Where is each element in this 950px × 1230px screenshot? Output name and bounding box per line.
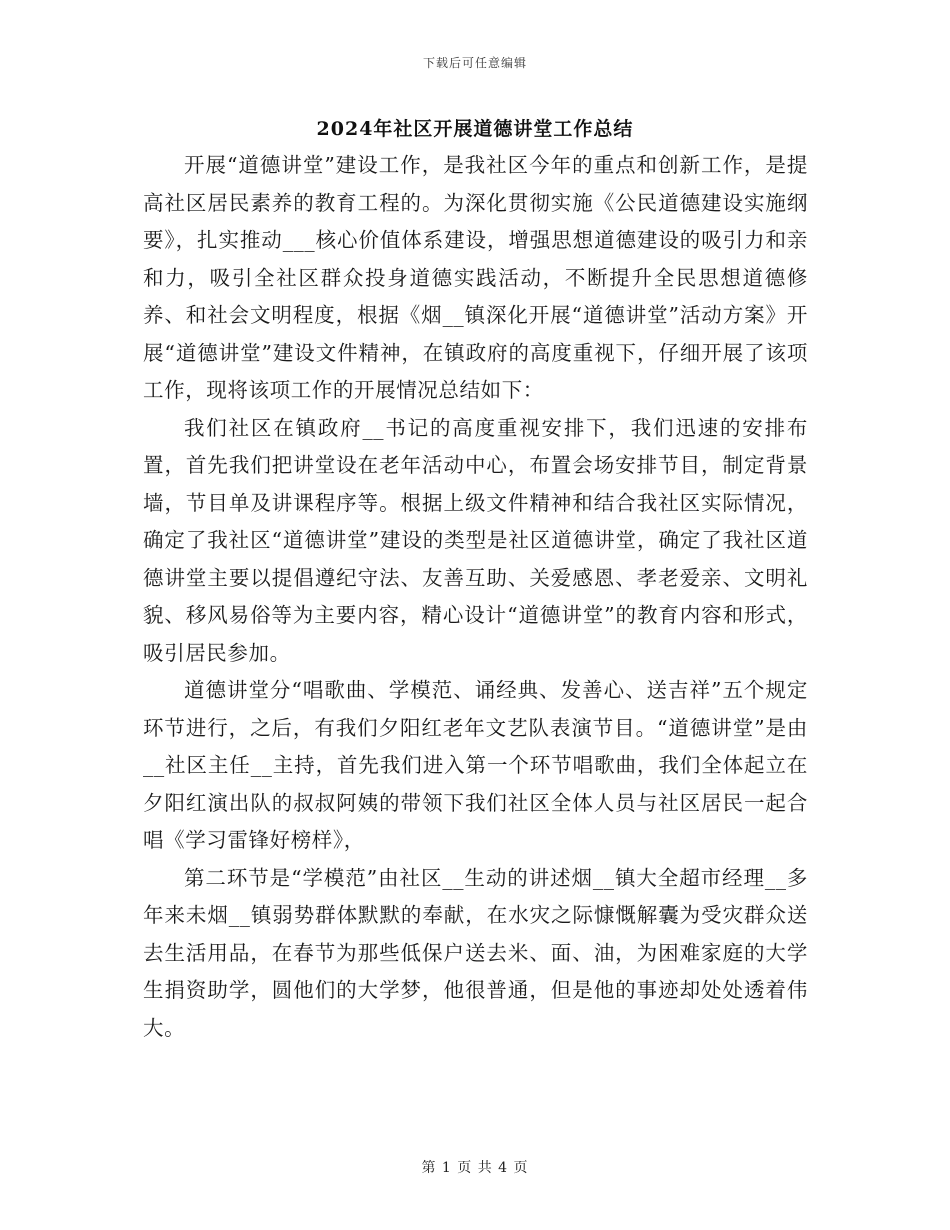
page-number-footer: 第 1 页 共 4 页 bbox=[421, 1160, 529, 1176]
document-body bbox=[143, 147, 808, 1047]
paragraph-3: 道德讲堂分“唱歌曲、学模范、诵经典、发善心、送吉祥”五个规定环节进行，之后，有我们夕阳红老年文艺队表演节目。“道德讲堂”是由__社区主任__主持，首先我们进入第一个环节唱歌曲，我们全体起立在夕阳红演出队的叔叔阿姨的带领下我们社区全体人员与社区居民一起合唱《学习雷锋好榜样》， bbox=[143, 678, 808, 852]
paragraph-2: 我们社区在镇政府__书记的高度重视安排下，我们迅速的安排布置，首先我们把讲堂设在老年活动中心，布置会场安排节目，制定背景墙，节目单及讲课程序等。根据上级文件精神和结合我社区实际情况，确定了我社区“道德讲堂”建设的类型是社区道德讲堂，确定了我社区道德讲堂主要以提倡遵纪守法、友善互助、关爱感恩、孝老爱亲、文明礼貌、移风易俗等为主要内容，精心设计“道德讲堂”的教育内容和形式，吸引居民参加。 bbox=[143, 415, 808, 665]
document-title: 2024年社区开展道德讲堂工作总结 bbox=[316, 118, 634, 140]
paragraph-4: 第二环节是“学模范”由社区__生动的讲述烟__镇大全超市经理__多年来未烟__镇弱势群体默默的奉献，在水灾之际慷慨解囊为受灾群众送去生活用品，在春节为那些低保户送去米、面、油，为困难家庭的大学生捐资助学，圆他们的大学梦，他很普通，但是他的事迹却处处透着伟大。 bbox=[143, 865, 808, 1040]
page-header: 下载后可任意编辑 bbox=[422, 56, 527, 70]
paragraph-1: 开展“道德讲堂”建设工作，是我社区今年的重点和创新工作，是提高社区居民素养的教育工程的。为深化贯彻实施《公民道德建设实施纲要》，扎实推动___核心价值体系建设，增强思想道德建设的吸引力和亲和力，吸引全社区群众投身道德实践活动，不断提升全民思想道德修养、和社会文明程度，根据《烟__镇深化开展“道德讲堂”活动方案》开展“道德讲堂”建设文件精神，在镇政府的高度重视下，仔细开展了该项工作，现将该项工作的开展情况总结如下： bbox=[143, 153, 808, 402]
